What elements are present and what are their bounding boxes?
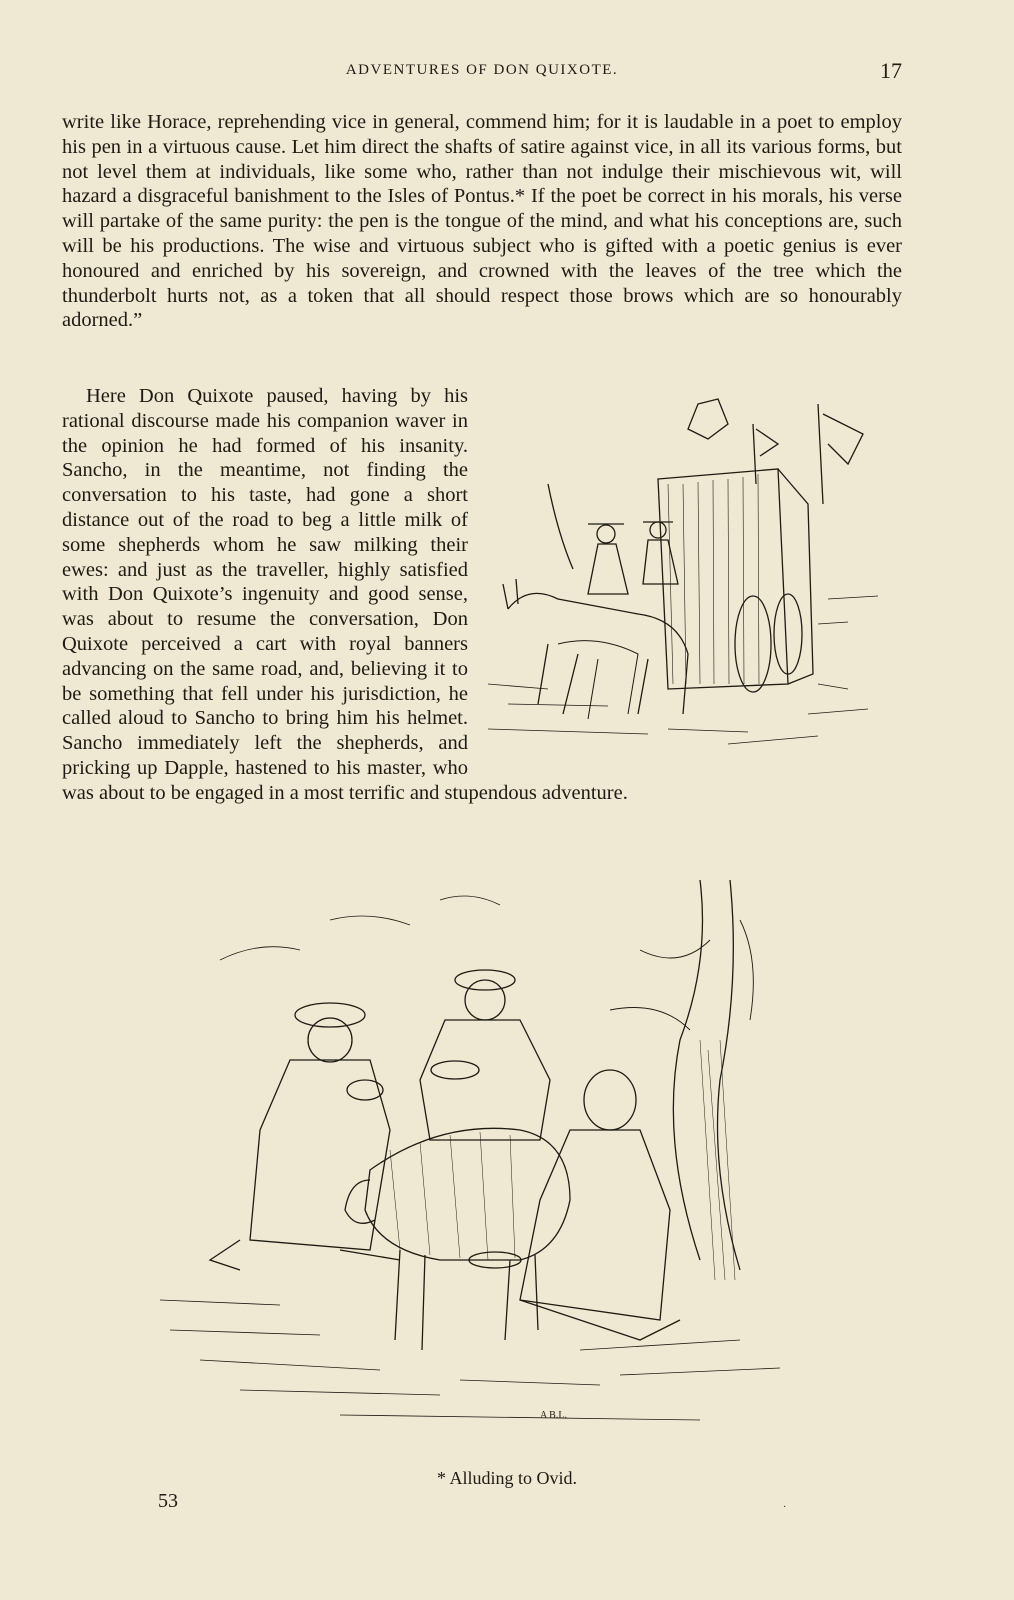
mule: [508, 593, 688, 714]
ink-speck: ·: [783, 1502, 787, 1513]
carter-head: [597, 525, 615, 543]
passenger-head: [650, 522, 666, 538]
paragraph-2-text: Here Don Quixote paused, having by his rational discourse made his companion waver in the opinion he had formed of his insanity. Sancho, in the meantime, not finding the conversation to his taste, had gone a short distance out of the road to beg a little milk of some shepherds whom he saw milking their ewes: and just as the traveller, highly satisfied with Don Quixote’s ingenuity and good sense, was about to resume the conversation, Don Quixote perceived a cart with royal banners advancing on the same road, and, believing it to be something that fell under his jurisdiction, he called aloud to Sancho to bring him his helmet. Sancho immediately left the shepherds, and pricking up Dapple, hastened to his master, who was about to be engaged in a most terrific and stupendous adventure.: [62, 385, 628, 804]
ground-lines: [160, 1300, 780, 1420]
whip: [548, 484, 573, 569]
cart-wheel: [735, 596, 771, 692]
paragraph-1-text: write like Horace, reprehending vice in general, commend him; for it is laudable in a poet to employ his pen in a virtuous cause. Let him direct the shafts of satire against vice, in all its various forms, but not level them at individuals, like some who, rather than not indulge their mischievous wit, will hazard a disgraceful banishment to the Isles of Pontus.* If the poet be correct in his morals, his verse will partake of the same purity: the pen is the tongue of the mind, and what his conceptions are, such will be his productions. The wise and virtuous subject who is gifted with a poetic genius is ever honoured and enriched by his sovereign, and crowned with the leaves of the tree which the thunderbolt hurts not, as a token that all should respect those brows which are so honourably adorned.”: [62, 111, 902, 332]
banner-pole: [753, 424, 756, 484]
tree-branches: [610, 920, 753, 1030]
carter-body: [588, 544, 628, 594]
shepherdess-body: [520, 1130, 670, 1320]
running-head: [62, 58, 902, 88]
running-title: ADVENTURES OF DON QUIXOTE.: [345, 62, 619, 78]
shepherd-2-bowl: [431, 1061, 479, 1079]
shepherd-2-body: [420, 1020, 550, 1140]
banner-top: [688, 399, 728, 439]
cart-illustration: [488, 384, 898, 774]
page-number: 17: [880, 58, 902, 83]
ewe-head: [345, 1180, 375, 1223]
paragraph-1: [62, 110, 902, 333]
shepherd-1-hat: [295, 1003, 365, 1027]
shepherd-1-body: [250, 1060, 390, 1250]
cart-wheel-rear: [774, 594, 802, 674]
mule-second: [558, 641, 638, 719]
footnote: * Alluding to Ovid.: [436, 1468, 577, 1488]
shepherds-engraving: [140, 880, 820, 1460]
banner-flag-right: [823, 414, 863, 464]
ewe: [365, 1128, 570, 1260]
shepherd-2-head: [465, 980, 505, 1020]
shepherd-1-head: [308, 1018, 352, 1062]
banner-pole-right: [818, 404, 823, 504]
cart-engraving: [488, 384, 898, 774]
sky-lines: [220, 896, 500, 960]
shepherds-illustration: [140, 880, 820, 1460]
engraver-initials: A B.L.: [540, 1410, 567, 1421]
shepherd-1-bowl: [347, 1080, 383, 1100]
tree-trunk: [673, 880, 740, 1270]
ground-lines: [488, 684, 868, 744]
mule-ears: [503, 579, 518, 609]
banner-flag: [756, 429, 778, 456]
shepherdess-head: [584, 1070, 636, 1130]
signature-mark: 53: [158, 1490, 178, 1512]
